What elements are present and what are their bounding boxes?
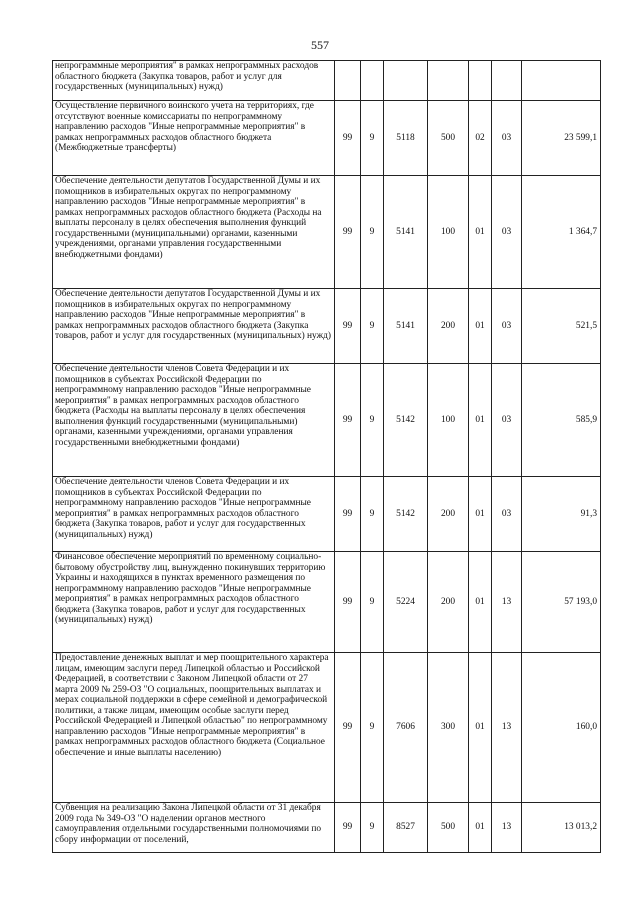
- subsection-code: 03: [492, 364, 522, 477]
- row-description: непрограммные мероприятия" в рамках непрограммных расходов областного бюджета (Закупка товаров, работ и услуг для государственных (муниципальных) нужд): [53, 61, 335, 101]
- row-description: Осуществление первичного воинского учета на территориях, где отсутствуют военные комиссариаты по непрограммному направлению расходов "Иные непрограммные мероприятия" в рамках непрограммных расходов областного бюджета (Межбюджетные трансферты): [53, 101, 335, 176]
- subsection-code: 03: [492, 101, 522, 176]
- subprogram-code: [361, 61, 384, 101]
- subprogram-code: 9: [361, 552, 384, 653]
- table-row: [53, 289, 601, 364]
- subsection-code: 03: [492, 176, 522, 289]
- row-description: Предоставление денежных выплат и мер поощрительного характера лицам, имеющим заслуги перед Липецкой областью и Российской Федерацией, в соответствии с Законом Липецкой области от 27 марта 2009 № 259-ОЗ "О социальных, поощрительных выплатах и мерах социальной поддержки в сфере семейной и демографической политики, а также лицам, имеющим особые заслуги перед Российской Федерацией и Липецкой областью" по непрограммному направлению расходов "Иные непрограммные мероприятия" в рамках непрограммных расходов областного бюджета (Социальное обеспечение и иные выплаты населению): [53, 653, 335, 803]
- subsection-code: 13: [492, 653, 522, 803]
- amount: 23 599,1: [522, 101, 601, 176]
- program-code: 99: [335, 289, 361, 364]
- row-description: Финансовое обеспечение мероприятий по временному социально-бытовому обустройству лиц, вынужденно покинувших территорию Украины и находящихся в пунктах временного размещения по непрограммному направлению расходов "Иные непрограммные мероприятия" в рамках непрограммных расходов областного бюджета (Закупка товаров, работ и услуг для государственных (муниципальных) нужд): [53, 552, 335, 653]
- direction-code: 7606: [384, 653, 428, 803]
- expense-type-code: 200: [428, 477, 469, 552]
- amount: 521,5: [522, 289, 601, 364]
- subsection-code: 13: [492, 803, 522, 853]
- subsection-code: [492, 61, 522, 101]
- program-code: 99: [335, 552, 361, 653]
- subprogram-code: 9: [361, 364, 384, 477]
- direction-code: [384, 61, 428, 101]
- expense-type-code: 100: [428, 364, 469, 477]
- section-code: 01: [469, 289, 492, 364]
- page-number: 557: [311, 38, 329, 52]
- table-row: [53, 803, 601, 853]
- expense-type-code: 200: [428, 552, 469, 653]
- table-row: [53, 176, 601, 289]
- subprogram-code: 9: [361, 477, 384, 552]
- program-code: 99: [335, 101, 361, 176]
- section-code: 01: [469, 552, 492, 653]
- direction-code: 5142: [384, 477, 428, 552]
- direction-code: 5141: [384, 289, 428, 364]
- table-row: [53, 101, 601, 176]
- section-code: 01: [469, 364, 492, 477]
- subprogram-code: 9: [361, 176, 384, 289]
- subprogram-code: 9: [361, 101, 384, 176]
- table-row: [53, 364, 601, 477]
- subsection-code: 13: [492, 552, 522, 653]
- section-code: 01: [469, 803, 492, 853]
- row-description: Обеспечение деятельности членов Совета Федерации и их помощников в субъектах Российской Федерации по непрограммному направлению расходов "Иные непрограммные мероприятия" в рамках непрограммных расходов областного бюджета (Закупка товаров, работ и услуг для государственных (муниципальных) нужд): [53, 477, 335, 552]
- amount: 13 013,2: [522, 803, 601, 853]
- section-code: 02: [469, 101, 492, 176]
- budget-table: [52, 60, 601, 853]
- section-code: [469, 61, 492, 101]
- subsection-code: 03: [492, 477, 522, 552]
- subsection-code: 03: [492, 289, 522, 364]
- amount: 57 193,0: [522, 552, 601, 653]
- subprogram-code: 9: [361, 289, 384, 364]
- direction-code: 5224: [384, 552, 428, 653]
- table-row: [53, 477, 601, 552]
- expense-type-code: 300: [428, 653, 469, 803]
- row-description: Обеспечение деятельности членов Совета Федерации и их помощников в субъектах Российской Федерации по непрограммному направлению расходов "Иные непрограммные мероприятия" в рамках непрограммных расходов областного бюджета (Расходы на выплаты персоналу в целях обеспечения выполнения функций государственными (муниципальными) органами, казенными учреждениями, органами управления государственными внебюджетными фондами): [53, 364, 335, 477]
- section-code: 01: [469, 653, 492, 803]
- expense-type-code: [428, 61, 469, 101]
- amount: 1 364,7: [522, 176, 601, 289]
- subprogram-code: 9: [361, 653, 384, 803]
- amount: 585,9: [522, 364, 601, 477]
- subprogram-code: 9: [361, 803, 384, 853]
- row-description: Обеспечение деятельности депутатов Государственной Думы и их помощников в избирательных округах по непрограммному направлению расходов "Иные непрограммные мероприятия" в рамках непрограммных расходов областного бюджета (Закупка товаров, работ и услуг для государственных (муниципальных) нужд): [53, 289, 335, 364]
- amount: [522, 61, 601, 101]
- row-description: Обеспечение деятельности депутатов Государственной Думы и их помощников в избирательных округах по непрограммному направлению расходов "Иные непрограммные мероприятия" в рамках непрограммных расходов областного бюджета (Расходы на выплаты персоналу в целях обеспечения выполнения функций государственными (муниципальными) органами, казенными учреждениями, органами управления государственными внебюджетными фондами): [53, 176, 335, 289]
- program-code: 99: [335, 803, 361, 853]
- table-row: [53, 61, 601, 101]
- amount: 160,0: [522, 653, 601, 803]
- direction-code: 5118: [384, 101, 428, 176]
- expense-type-code: 200: [428, 289, 469, 364]
- direction-code: 8527: [384, 803, 428, 853]
- program-code: 99: [335, 653, 361, 803]
- expense-type-code: 500: [428, 101, 469, 176]
- expense-type-code: 500: [428, 803, 469, 853]
- section-code: 01: [469, 176, 492, 289]
- section-code: 01: [469, 477, 492, 552]
- program-code: 99: [335, 364, 361, 477]
- table-row: [53, 653, 601, 803]
- program-code: 99: [335, 176, 361, 289]
- direction-code: 5142: [384, 364, 428, 477]
- row-description: Субвенция на реализацию Закона Липецкой области от 31 декабря 2009 года № 349-ОЗ "О наделении органов местного самоуправления отдельными государственными полномочиями по сбору информации от поселений,: [53, 803, 335, 853]
- expense-type-code: 100: [428, 176, 469, 289]
- table-row: [53, 552, 601, 653]
- direction-code: 5141: [384, 176, 428, 289]
- program-code: [335, 61, 361, 101]
- program-code: 99: [335, 477, 361, 552]
- amount: 91,3: [522, 477, 601, 552]
